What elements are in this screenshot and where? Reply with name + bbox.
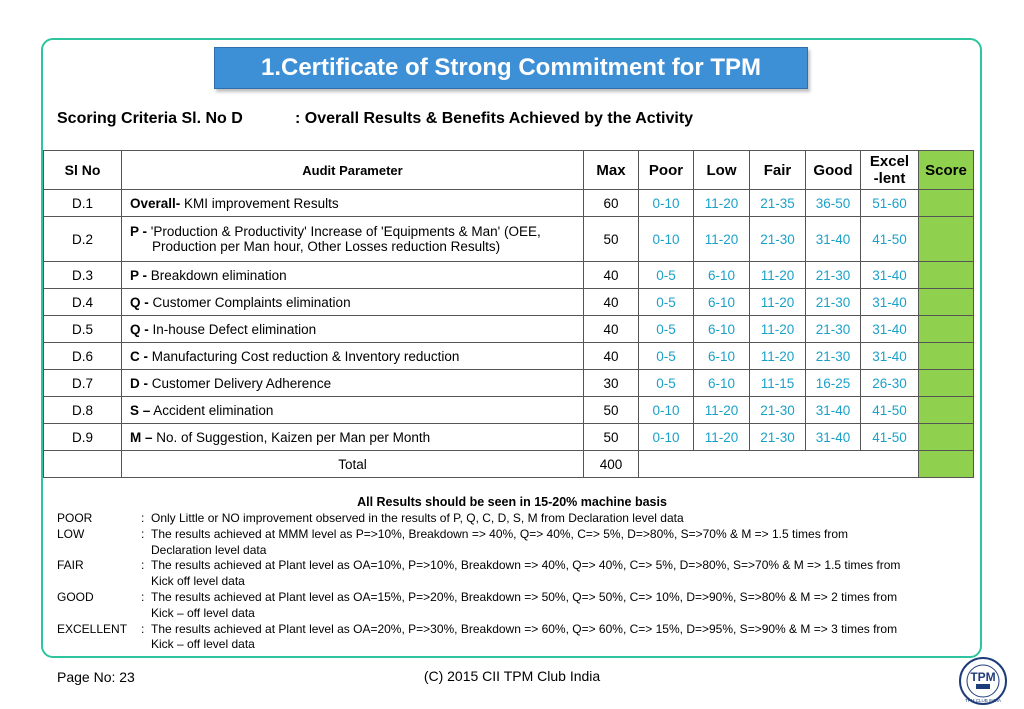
- parameter-prefix: S –: [130, 402, 151, 418]
- parameter-text: No. of Suggestion, Kaizen per Man per Month: [152, 429, 431, 445]
- legend-text: The results achieved at Plant level as OA=20%, P=>30%, Breakdown => 60%, Q=> 60%, C=> 15%, D=>95%, S=>90% & M => 3 times from Kick – off level data: [151, 621, 898, 652]
- row-good: 36-50: [806, 190, 861, 217]
- row-parameter: [122, 370, 584, 397]
- row-max: 40: [584, 289, 639, 316]
- row-low: 6-10: [694, 370, 750, 397]
- header-poor: Poor: [639, 151, 694, 190]
- total-row: [44, 451, 974, 478]
- parameter-text: Breakdown elimination: [147, 267, 287, 283]
- row-slno: D.4: [44, 289, 122, 316]
- row-good: 21-30: [806, 289, 861, 316]
- header-max: Max: [584, 151, 639, 190]
- row-low: 11-20: [694, 424, 750, 451]
- row-score-cell[interactable]: [919, 190, 974, 217]
- table-row: [44, 424, 974, 451]
- audit-table: [43, 150, 974, 478]
- table-row: [44, 370, 974, 397]
- copyright: (C) 2015 CII TPM Club India: [423, 668, 601, 684]
- row-slno: D.7: [44, 370, 122, 397]
- row-max: 50: [584, 397, 639, 424]
- parameter-prefix: P -: [130, 224, 148, 239]
- legend-key: LOW: [57, 526, 85, 541]
- row-max: 50: [584, 424, 639, 451]
- row-low: 6-10: [694, 343, 750, 370]
- row-excellent: 41-50: [861, 217, 919, 262]
- row-poor: 0-5: [639, 262, 694, 289]
- row-parameter: [122, 397, 584, 424]
- legend-text: Only Little or NO improvement observed in the results of P, Q, C, D, S, M from Declaration level data: [151, 511, 684, 525]
- row-slno: D.2: [44, 217, 122, 262]
- row-slno: D.3: [44, 262, 122, 289]
- parameter-text: Manufacturing Cost reduction & Inventory reduction: [148, 348, 460, 364]
- row-poor: 0-5: [639, 289, 694, 316]
- legend-key: POOR: [57, 511, 93, 525]
- table-row: [44, 397, 974, 424]
- table-row: [44, 217, 974, 262]
- tpm-club-logo: [958, 656, 1008, 706]
- row-parameter: [122, 217, 584, 262]
- row-fair: 21-30: [750, 217, 806, 262]
- parameter-text: Customer Complaints elimination: [148, 294, 351, 310]
- parameter-text-line2: Production per Man hour, Other Losses reduction Results): [152, 239, 501, 254]
- row-parameter: [122, 424, 584, 451]
- header-excellent-line2: -lent: [873, 170, 906, 187]
- row-max: 30: [584, 370, 639, 397]
- row-low: 11-20: [694, 397, 750, 424]
- row-score-cell[interactable]: [919, 289, 974, 316]
- header-excellent: [861, 151, 919, 190]
- header-audit-parameter: Audit Parameter: [122, 151, 584, 190]
- legend-text: The results achieved at Plant level as OA=10%, P=>10%, Breakdown => 40%, Q=> 40%, C=> 5%, D=>80%, S=>70% & M => 1.5 times from Kick off level data: [151, 558, 901, 589]
- row-excellent: 31-40: [861, 289, 919, 316]
- criteria-label: Scoring Criteria Sl. No D: [57, 110, 243, 127]
- row-low: 11-20: [694, 190, 750, 217]
- row-poor: 0-10: [639, 397, 694, 424]
- row-score-cell[interactable]: [919, 262, 974, 289]
- legend-text: The results achieved at Plant level as OA=15%, P=>20%, Breakdown => 50%, Q=> 50%, C=> 10%, D=>90%, S=>80% & M => 2 times from Kick – off level data: [151, 589, 898, 620]
- parameter-prefix: Q -: [130, 321, 149, 337]
- row-poor: 0-5: [639, 370, 694, 397]
- parameter-text: In-house Defect elimination: [148, 321, 317, 337]
- page-number: Page No: 23: [57, 669, 135, 685]
- row-fair: 11-20: [750, 262, 806, 289]
- parameter-prefix: D -: [130, 375, 148, 391]
- parameter-text: 'Production & Productivity' Increase of 'Equipments & Man' (OEE,: [147, 224, 541, 239]
- total-score-cell[interactable]: [919, 451, 974, 478]
- parameter-prefix: Q -: [130, 294, 149, 310]
- row-poor: 0-10: [639, 424, 694, 451]
- row-excellent: 26-30: [861, 370, 919, 397]
- row-low: 6-10: [694, 316, 750, 343]
- row-score-cell[interactable]: [919, 370, 974, 397]
- row-fair: 11-20: [750, 343, 806, 370]
- parameter-text: Customer Delivery Adherence: [148, 375, 332, 391]
- row-max: 40: [584, 262, 639, 289]
- row-fair: 11-15: [750, 370, 806, 397]
- row-excellent: 31-40: [861, 316, 919, 343]
- parameter-prefix: Overall-: [130, 195, 181, 211]
- row-good: 21-30: [806, 262, 861, 289]
- header-slno: Sl No: [44, 151, 122, 190]
- legend-row-fair: FAIR : The results achieved at Plant level as OA=10%, P=>10%, Breakdown => 40%, Q=> 40%, C=> 5%, D=>80%, S=>70% & M => 1.5 times from Kick off level data: [57, 558, 977, 590]
- legend-row-poor: POOR : Only Little or NO improvement observed in the results of P, Q, C, D, S, M from Declaration level data: [57, 511, 977, 527]
- row-poor: 0-10: [639, 217, 694, 262]
- logo-text: TPM: [970, 670, 996, 684]
- header-good: Good: [806, 151, 861, 190]
- parameter-text: KMI improvement Results: [180, 195, 339, 211]
- row-parameter: [122, 289, 584, 316]
- row-poor: 0-5: [639, 316, 694, 343]
- legend-text: The results achieved at MMM level as P=>10%, Breakdown => 40%, Q=> 40%, C=> 5%, D=>80%, S=>70% & M => 1.5 times from Declaration level data: [151, 526, 849, 557]
- header-excellent-line1: Excel: [869, 153, 910, 170]
- parameter-prefix: C -: [130, 348, 148, 364]
- parameter-text: Accident elimination: [150, 402, 274, 418]
- row-good: 21-30: [806, 343, 861, 370]
- row-max: 40: [584, 343, 639, 370]
- row-fair: 21-30: [750, 397, 806, 424]
- row-excellent: 31-40: [861, 262, 919, 289]
- row-poor: 0-10: [639, 190, 694, 217]
- criteria-value: : Overall Results & Benefits Achieved by the Activity: [295, 110, 694, 127]
- row-score-cell[interactable]: [919, 343, 974, 370]
- row-max: 40: [584, 316, 639, 343]
- parameter-prefix: P -: [130, 267, 148, 283]
- row-good: 16-25: [806, 370, 861, 397]
- row-score-cell[interactable]: [919, 217, 974, 262]
- table-header-row: [44, 151, 974, 190]
- row-slno: D.9: [44, 424, 122, 451]
- row-low: 11-20: [694, 217, 750, 262]
- row-slno: D.1: [44, 190, 122, 217]
- row-parameter: [122, 262, 584, 289]
- row-fair: 21-30: [750, 424, 806, 451]
- header-low: Low: [694, 151, 750, 190]
- total-band-blank: [639, 451, 919, 478]
- table-row: [44, 289, 974, 316]
- rating-legend: [57, 511, 977, 653]
- row-good: 31-40: [806, 217, 861, 262]
- total-blank-cell: [44, 451, 122, 478]
- header-score: Score: [919, 151, 974, 190]
- parameter-prefix: M –: [130, 429, 153, 445]
- logo-ring-text: TPM CLUB INDIA: [964, 698, 1002, 703]
- row-excellent: 41-50: [861, 424, 919, 451]
- table-row: [44, 343, 974, 370]
- legend-key: EXCELLENT: [57, 621, 128, 636]
- legend-key: GOOD: [57, 589, 94, 604]
- row-poor: 0-5: [639, 343, 694, 370]
- total-label: Total: [122, 451, 584, 478]
- row-fair: 11-20: [750, 316, 806, 343]
- row-good: 31-40: [806, 397, 861, 424]
- legend-row-excellent: EXCELLENT : The results achieved at Plant level as OA=20%, P=>30%, Breakdown => 60%, Q=> 60%, C=> 15%, D=>95%, S=>90% & M => 3 times from Kick – off level data: [57, 622, 977, 654]
- legend-row-good: GOOD : The results achieved at Plant level as OA=15%, P=>20%, Breakdown => 50%, Q=> 50%, C=> 10%, D=>90%, S=>80% & M => 2 times from Kick – off level data: [57, 590, 977, 622]
- slide-title: 1.Certificate of Strong Commitment for TPM: [214, 47, 808, 89]
- row-parameter: [122, 316, 584, 343]
- row-parameter: [122, 190, 584, 217]
- row-score-cell[interactable]: [919, 397, 974, 424]
- row-good: 21-30: [806, 316, 861, 343]
- total-max: 400: [584, 451, 639, 478]
- row-slno: D.5: [44, 316, 122, 343]
- row-low: 6-10: [694, 262, 750, 289]
- row-excellent: 31-40: [861, 343, 919, 370]
- row-max: 60: [584, 190, 639, 217]
- header-fair: Fair: [750, 151, 806, 190]
- row-fair: 11-20: [750, 289, 806, 316]
- table-row: [44, 190, 974, 217]
- row-fair: 21-35: [750, 190, 806, 217]
- row-max: 50: [584, 217, 639, 262]
- results-heading: All Results should be seen in 15-20% machine basis: [357, 495, 667, 509]
- row-low: 6-10: [694, 289, 750, 316]
- row-score-cell[interactable]: [919, 316, 974, 343]
- row-score-cell[interactable]: [919, 424, 974, 451]
- row-slno: D.6: [44, 343, 122, 370]
- table-row: [44, 262, 974, 289]
- legend-row-low: LOW : The results achieved at MMM level as P=>10%, Breakdown => 40%, Q=> 40%, C=> 5%, D=>80%, S=>70% & M => 1.5 times from Declaration level data: [57, 527, 977, 559]
- row-good: 31-40: [806, 424, 861, 451]
- row-parameter: [122, 343, 584, 370]
- table-row: [44, 316, 974, 343]
- legend-key: FAIR: [57, 558, 84, 573]
- row-excellent: 51-60: [861, 190, 919, 217]
- row-excellent: 41-50: [861, 397, 919, 424]
- row-slno: D.8: [44, 397, 122, 424]
